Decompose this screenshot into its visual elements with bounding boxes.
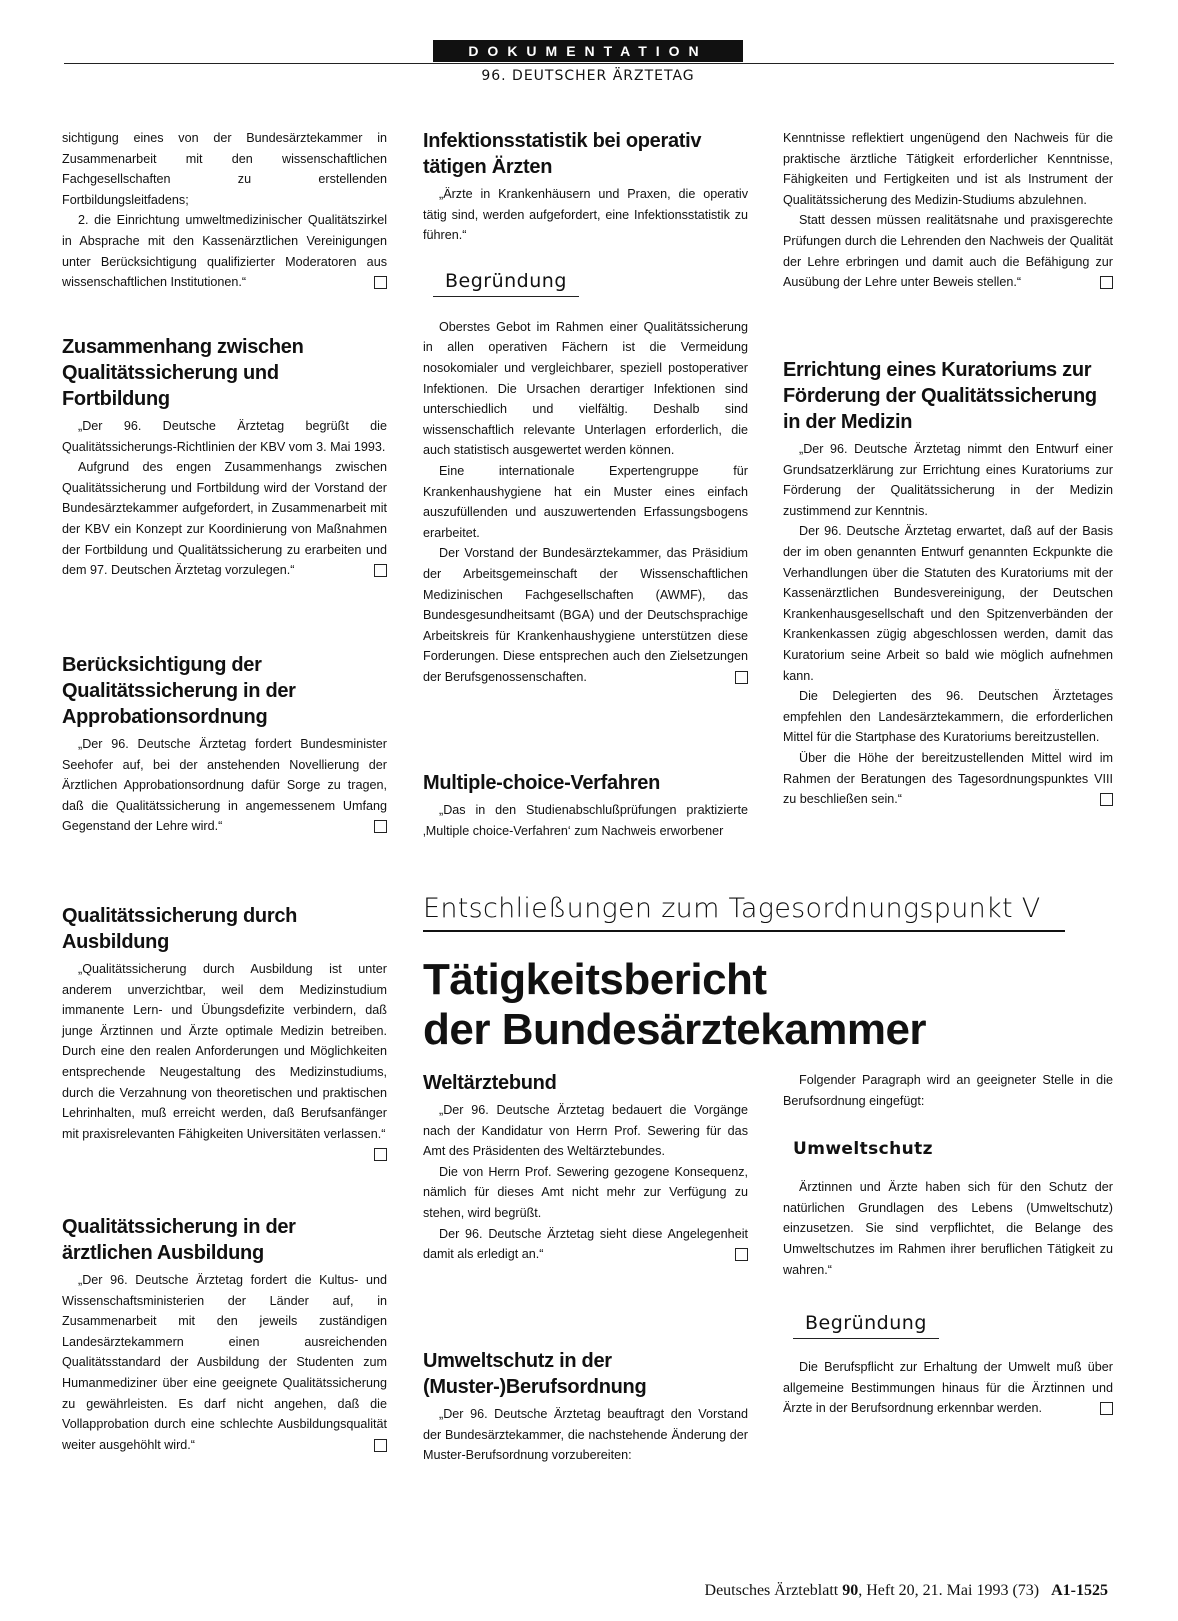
heading: Errichtung eines Kuratoriums zur Förderung der Qualitätssicherung in der Medizin [783, 359, 1097, 433]
paragraph: „Der 96. Deutsche Ärztetag fordert Bundesminister Seehofer auf, bei der anstehenden Novellierung der Ärztlichen Approbationsordnung dafür Sorge zu tragen, daß die Qualitätssicherung in angemessenem Umfang Gegenstand der Lehre wird.“ [62, 737, 387, 834]
heading: Infektionsstatistik bei operativ tätigen Ärzten [423, 130, 702, 178]
section-title: Entschließungen zum Tagesordnungspunkt V [423, 893, 1065, 932]
subheading-begruendung: Begründung [793, 1312, 939, 1339]
paragraph: „Der 96. Deutsche Ärztetag bedauert die Vorgänge nach der Kandidatur von Herrn Prof. Sewering für das Amt des Präsidenten des Weltärztebundes. [423, 1103, 748, 1159]
paragraph: Oberstes Gebot im Rahmen einer Qualitätssicherung in allen operativen Fächern ist die Vermeidung nosokomialer und vergleichbarer, speziell postoperativer Infektionen. Die Ursachen derartiger Infektionen sind unterschiedlich und vielfältig. Deshalb sind wissenschaftlich relevante Unterlagen erforderlich, die auch statistisch ausgewertet werden können. [423, 319, 748, 458]
paragraph: Folgender Paragraph wird an geeigneter Stelle in die Berufsordnung eingefügt: [783, 1073, 1113, 1108]
page-title [423, 955, 1103, 1055]
paragraph: „Der 96. Deutsche Ärztetag beauftragt den Vorstand der Bundesärztekammer, die nachstehende Änderung der Muster-Berufsordnung vorzubereiten: [423, 1407, 748, 1463]
heading: Weltärztebund [423, 1072, 557, 1094]
article-body [783, 439, 1113, 810]
heading: Umweltschutz in der (Muster-)Berufsordnung [423, 1350, 647, 1398]
paragraph: Der 96. Deutsche Ärztetag sieht diese Angelegenheit damit als erledigt an.“ [423, 1226, 748, 1262]
footer-journal: Deutsches Ärzteblatt [704, 1582, 843, 1599]
article-body [783, 1177, 1113, 1280]
footer-issue: , Heft 20, 21. Mai 1993 (73) [858, 1582, 1040, 1599]
heading: Qualitätssicherung in der ärztlichen Ausbildung [62, 1216, 296, 1264]
article-body [62, 1270, 387, 1455]
article-body [783, 1070, 1113, 1111]
heading: Zusammenhang zwischen Qualitätssicherung und Fortbildung [62, 336, 304, 410]
subheading-umweltschutz: Umweltschutz [793, 1139, 933, 1160]
heading: Qualitätssicherung durch Ausbildung [62, 905, 298, 953]
article-body [423, 1100, 748, 1265]
paragraph: Die von Herrn Prof. Sewering gezogene Konsequenz, nämlich für dieses Amt nicht mehr zur Verfügung zu stehen, wird begrüßt. [423, 1164, 748, 1220]
end-mark-icon [1100, 1402, 1113, 1415]
paragraph: Die Berufspflicht zur Erhaltung der Umwelt muß über allgemeine Bestimmungen hinaus für die Ärztinnen und Ärzte in der Berufsordnung erkennbar werden. [783, 1360, 1113, 1416]
paragraph: „Qualitätssicherung durch Ausbildung ist unter anderem unverzichtbar, weil dem Medizinstudium immanente Lern- und Übungsdefizite verbindern, daß junge Ärztinnen und Ärzte optimale Medizin betreiben. Durch eine den realen Anforderungen und Möglichkeiten entsprechende Neugestaltung des Medizinstudiums, durch die Verzahnung von theoretischen und praktischen Lehrinhalten, muß erreicht werden, daß Berufsanfänger mit praxisrelevanten Fähigkeiten Universitäten verlassen.“ [62, 959, 387, 1144]
paragraph: „Der 96. Deutsche Ärztetag fordert die Kultus- und Wissenschaftsministerien der Länder auf, in Zusammenarbeit mit den jeweils zuständigen Landesärztekammern einen ausreichenden Qualitätsstandard der Ausbildung der Studenten zum Humanmediziner über eine geeignete Qualitätssicherung zu gewährleisten. Es darf nicht angehen, daß die Vollapprobation durch eine schlechte Ausbildungsqualität weiter ausgehöhlt wird.“ [62, 1273, 387, 1452]
paragraph: 2. die Einrichtung umweltmedizinischer Qualitätszirkel in Absprache mit den Kassenärztlichen Vereinigungen unter Berücksichtigung qualifizierter Moderatoren aus wissenschaftlichen Institutionen.“ [62, 213, 387, 290]
article-body [783, 1357, 1113, 1419]
article-body [423, 1404, 748, 1466]
end-mark-icon [1100, 276, 1113, 289]
heading: Berücksichtigung der Qualitätssicherung in der Approbationsordnung [62, 654, 296, 728]
end-mark-icon [374, 1439, 387, 1452]
col3-intro [783, 128, 1113, 293]
footer-page: A1-1525 [1051, 1582, 1108, 1599]
title-line: Tätigkeitsbericht [423, 955, 767, 1004]
article-body [423, 184, 748, 246]
paragraph: Kenntnisse reflektiert ungenügend den Nachweis für die praktische ärztliche Tätigkeit erforderlicher Kenntnisse, Fähigkeiten und Fertigkeiten und ist als Instrument der Qualitätssicherung des Medizin-Studiums abzulehnen. [783, 131, 1113, 207]
paragraph: „Das in den Studienabschlußprüfungen praktizierte ‚Multiple choice-Verfahren‘ zum Nachweis erworbener [423, 803, 748, 838]
end-mark-icon [374, 564, 387, 577]
article-body [62, 959, 387, 1144]
paragraph: „Ärzte in Krankenhäusern und Praxen, die operativ tätig sind, werden aufgefordert, eine Infektionsstatistik zu führen.“ [423, 187, 748, 243]
paragraph: Der 96. Deutsche Ärztetag erwartet, daß auf der Basis der im oben genannten Entwurf genannten Eckpunkte die Verhandlungen über die Statuten des Kuratoriums mit der Kassenärztlichen Bundesvereinigung, der Deutschen Krankenhausgesellschaft und den Spitzenverbänden der Krankenkassen zügig abgeschlossen werden, damit das Kuratorium seine Arbeit so bald wie möglich aufnehmen kann. [783, 524, 1113, 683]
paragraph: Die Delegierten des 96. Deutschen Ärztetages empfehlen den Landesärztekammern, die erforderlichen Mittel für die Startphase des Kuratoriums bereitzustellen. [783, 689, 1113, 745]
paragraph: sichtigung eines von der Bundesärztekammer in Zusammenarbeit mit den wissenschaftlichen Fachgesellschaften zu erstellenden Fortbildungsleitfadens; [62, 131, 387, 207]
paragraph: Aufgrund des engen Zusammenhangs zwischen Qualitätssicherung und Fortbildung wird der Vorstand der Bundesärztekammer aufgefordert, in Zusammenarbeit mit der KBV ein Konzept zur Koordinierung von Maßnahmen der Fortbildung und Qualitätssicherung zu erarbeiten und dem 97. Deutschen Ärztetag vorzulegen.“ [62, 460, 387, 578]
subheading-begruendung: Begründung [433, 270, 579, 297]
paragraph: Statt dessen müssen realitätsnahe und praxisgerechte Prüfungen durch die Lehrenden den Nachweis der Qualität der Lehre erbringen und damit auch die Befähigung zur Ausübung der Lehre unter Beweis stellen.“ [783, 213, 1113, 290]
end-mark-icon [1100, 793, 1113, 806]
paragraph: Der Vorstand der Bundesärztekammer, das Präsidium der Arbeitsgemeinschaft der Wissenschaftlichen Medizinischen Fachgesellschaften (AWMF), das Bundesgesundheitsamt (BGA) und der Deutschsprachige Arbeitskreis für Krankenhaushygiene unterstützen diese Forderungen. Diese entsprechen auch den Zielsetzungen der Berufsgenossenschaften. [423, 546, 748, 684]
header-rule [64, 63, 1114, 64]
footer-volume: 90 [842, 1582, 859, 1599]
paragraph: „Der 96. Deutsche Ärztetag nimmt den Entwurf einer Grundsatzerklärung zur Errichtung eines Kuratoriums zur Förderung der Qualitätssicherung in der Medizin zustimmend zur Kenntnis. [783, 442, 1113, 518]
end-mark-icon [735, 1248, 748, 1261]
end-mark-icon [374, 1148, 387, 1161]
paragraph: Eine internationale Expertengruppe für Krankenhaushygiene hat ein Muster eines einfach auszufüllenden und auszuwertenden Erfassungsbogens erarbeitet. [423, 463, 748, 540]
end-mark-icon [374, 276, 387, 289]
article-body [62, 734, 387, 837]
end-mark-icon [374, 820, 387, 833]
paragraph: „Der 96. Deutsche Ärztetag begrüßt die Qualitätssicherungs-Richtlinien der KBV vom 3. Mai 1993. [62, 419, 387, 454]
paragraph: Ärztinnen und Ärzte haben sich für den Schutz der natürlichen Grundlagen des Lebens (Umweltschutz) einzusetzen. Sie sind verpflichtet, die Belange des Umweltschutzes im Rahmen ihrer beruflichen Tätigkeit zu wahren.“ [783, 1180, 1113, 1277]
col1-intro [62, 128, 387, 293]
section-subkicker: 96. DEUTSCHER ÄRZTETAG [481, 68, 695, 84]
end-mark-icon [735, 671, 748, 684]
page-footer [705, 1582, 1108, 1600]
article-body [423, 800, 748, 841]
section-kicker: DOKUMENTATION [433, 40, 743, 62]
heading: Multiple-choice-Verfahren [423, 772, 660, 794]
paragraph: Über die Höhe der bereitzustellenden Mittel wird im Rahmen der Beratungen des Tagesordnungspunktes VIII zu beschließen sein.“ [783, 750, 1113, 807]
article-body [423, 317, 748, 688]
title-line: der Bundesärztekammer [423, 1005, 927, 1054]
article-body [62, 416, 387, 581]
